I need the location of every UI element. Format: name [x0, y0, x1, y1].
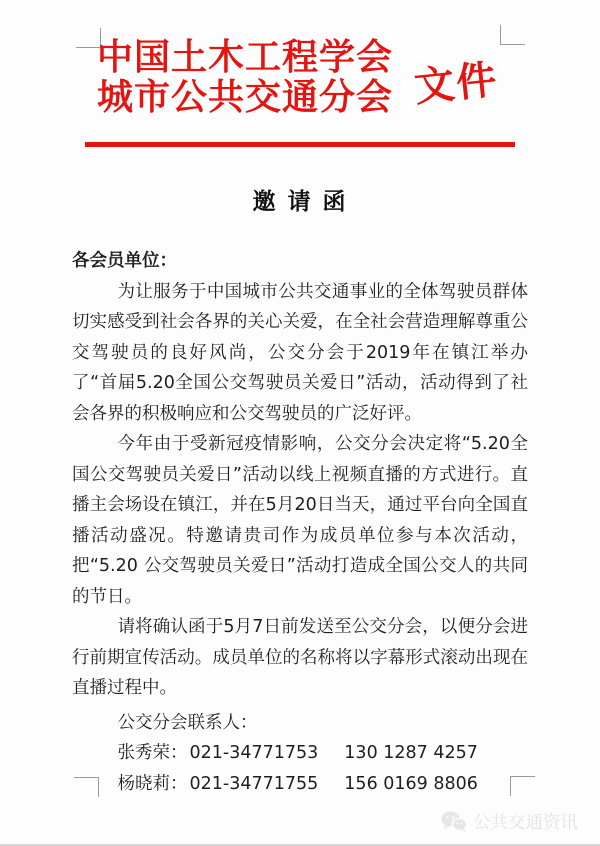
- letter-body: [72, 246, 528, 799]
- contact-telephone: 021-34771753: [189, 743, 319, 763]
- contact-telephone: 021-34771755: [189, 773, 319, 794]
- issuing-organization: [97, 38, 393, 118]
- body-paragraph-1: 为让服务于中国城市公共交通事业的全体驾驶员群体切实感受到社会各界的关心关爱，在全社会营造理解尊重公交驾驶员的良好风尚，公交分会于2019年在镇江举办了“首届5.20全国公交驾驶员关爱日”活动，活动得到了社会各界的积极响应和公交驾驶员的广泛好评。: [72, 281, 528, 424]
- body-paragraph-3: 请将确认函于5月7日前发送至公交分会，以便分会进行前期宣传活动。成员单位的名称将以字幕形式滚动出现在直播过程中。: [72, 617, 528, 698]
- contact-row-1: [72, 738, 528, 769]
- watermark-label: 公共交通资讯: [473, 813, 578, 833]
- contact-mobile: 156 0169 8806: [344, 773, 478, 794]
- org-name-line2: 城市公共交通分会: [97, 77, 394, 118]
- wechat-icon: [440, 810, 468, 834]
- contact-heading: 公交分会联系人：: [117, 712, 258, 733]
- body-paragraph-2: 今年由于受新冠疫情影响，公交分会决定将“5.20全国公交驾驶员关爱日”活动以线上视频直播的方式进行。直播主会场设在镇江，并在5月20日当天，通过平台向全国直播活动盛况。特邀请贵司作为成员单位参与本次活动，把“5.20 公交驾驶员关爱日”活动打造成全国公交人的共同的节日。: [72, 434, 528, 607]
- red-divider-line: [85, 142, 515, 147]
- contact-name: 杨晓莉: [117, 773, 170, 794]
- salutation: 各会员单位：: [72, 251, 177, 271]
- document-type-label: 文件: [412, 56, 501, 112]
- margin-corner-mark-top-right: [500, 25, 525, 45]
- contact-name: 张秀荣: [117, 743, 170, 763]
- watermark: [440, 809, 578, 834]
- contact-mobile: 130 1287 4257: [344, 743, 478, 763]
- org-name-line1: 中国土木工程学会: [97, 37, 394, 78]
- letter-title: 邀 请 函: [252, 189, 348, 215]
- contact-colon: ：: [170, 773, 188, 794]
- contact-colon: ：: [170, 743, 188, 763]
- contact-row-2: [72, 769, 528, 800]
